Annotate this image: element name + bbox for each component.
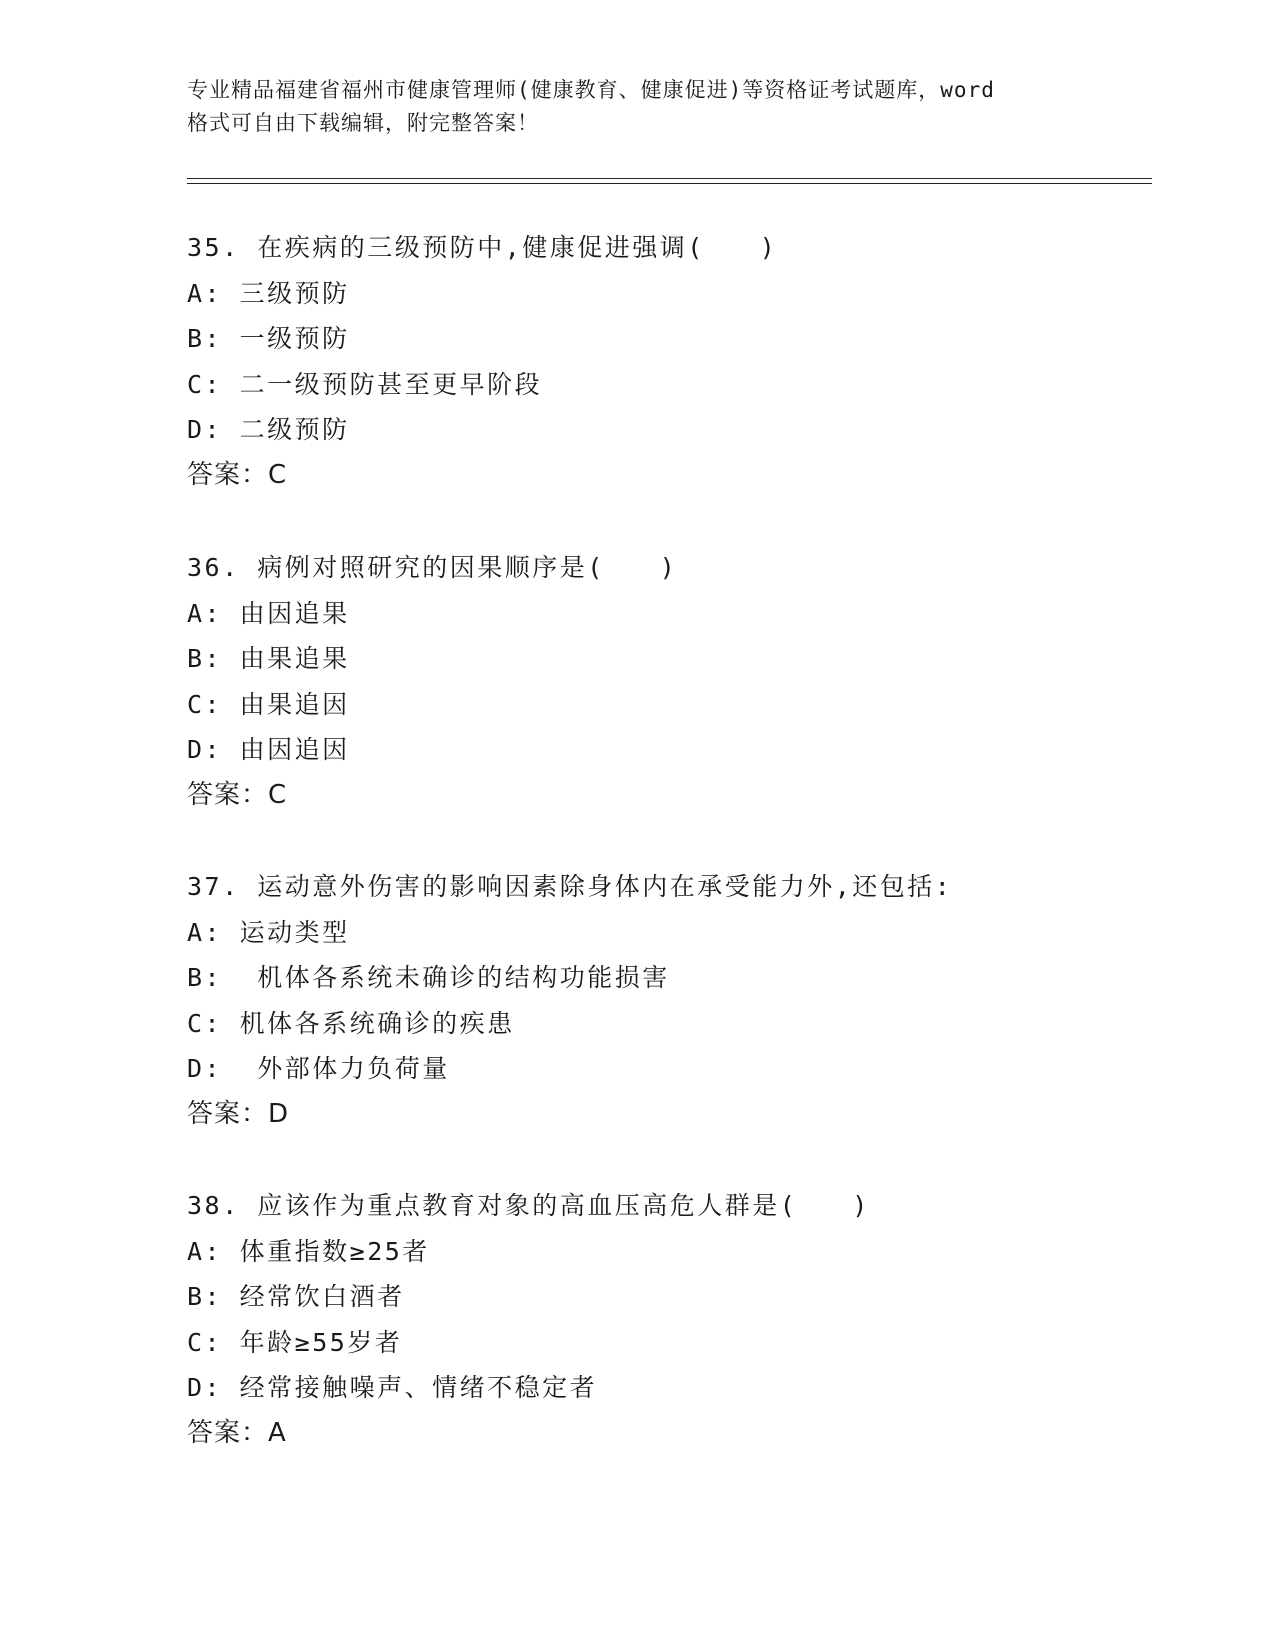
- option-d: D: 经常接触噪声、情绪不稳定者: [187, 1373, 598, 1402]
- header-divider-bottom: [187, 183, 1152, 184]
- question-38: [187, 1183, 1147, 1456]
- option-c: C: 由果追因: [187, 689, 350, 719]
- option-b: B: 机体各系统未确诊的结构功能损害: [187, 963, 670, 992]
- option-d: D: 二级预防: [187, 415, 350, 444]
- option-a: A: 体重指数≥25者: [187, 1236, 430, 1266]
- option-d: D: 外部体力负荷量: [187, 1054, 450, 1083]
- option-c: C: 年龄≥55岁者: [187, 1327, 403, 1357]
- question-37: [187, 864, 1147, 1137]
- option-a: A: 运动类型: [187, 917, 350, 947]
- question-text: 37. 运动意外伤害的影响因素除身体内在承受能力外,还包括:: [187, 872, 953, 901]
- question-36: [187, 545, 1147, 818]
- option-b: B: 由果追果: [187, 644, 350, 673]
- option-d: D: 由因追因: [187, 735, 350, 764]
- option-a: A: 三级预防: [187, 278, 350, 308]
- answer-line: 答案：C: [187, 779, 288, 810]
- option-a: A: 由因追果: [187, 598, 350, 628]
- header-line-2: 格式可自由下载编辑，附完整答案！: [187, 111, 539, 135]
- answer-line: 答案：C: [187, 459, 288, 490]
- answer-line: 答案：A: [187, 1417, 287, 1448]
- question-text: 38. 应该作为重点教育对象的高血压高危人群是( ): [187, 1191, 870, 1220]
- header-divider-top: [187, 178, 1152, 179]
- option-b: B: 经常饮白酒者: [187, 1282, 405, 1311]
- answer-line: 答案：D: [187, 1098, 290, 1129]
- header-line-1: 专业精品福建省福州市健康管理师(健康教育、健康促进)等资格证考试题库，word: [187, 78, 995, 102]
- document-header: [187, 74, 1087, 140]
- option-c: C: 机体各系统确诊的疾患: [187, 1008, 515, 1038]
- question-text: 36. 病例对照研究的因果顺序是( ): [187, 553, 678, 582]
- option-b: B: 一级预防: [187, 324, 350, 353]
- question-35: [187, 225, 1147, 498]
- question-text: 35. 在疾病的三级预防中,健康促进强调( ): [187, 233, 778, 262]
- option-c: C: 二一级预防甚至更早阶段: [187, 369, 543, 399]
